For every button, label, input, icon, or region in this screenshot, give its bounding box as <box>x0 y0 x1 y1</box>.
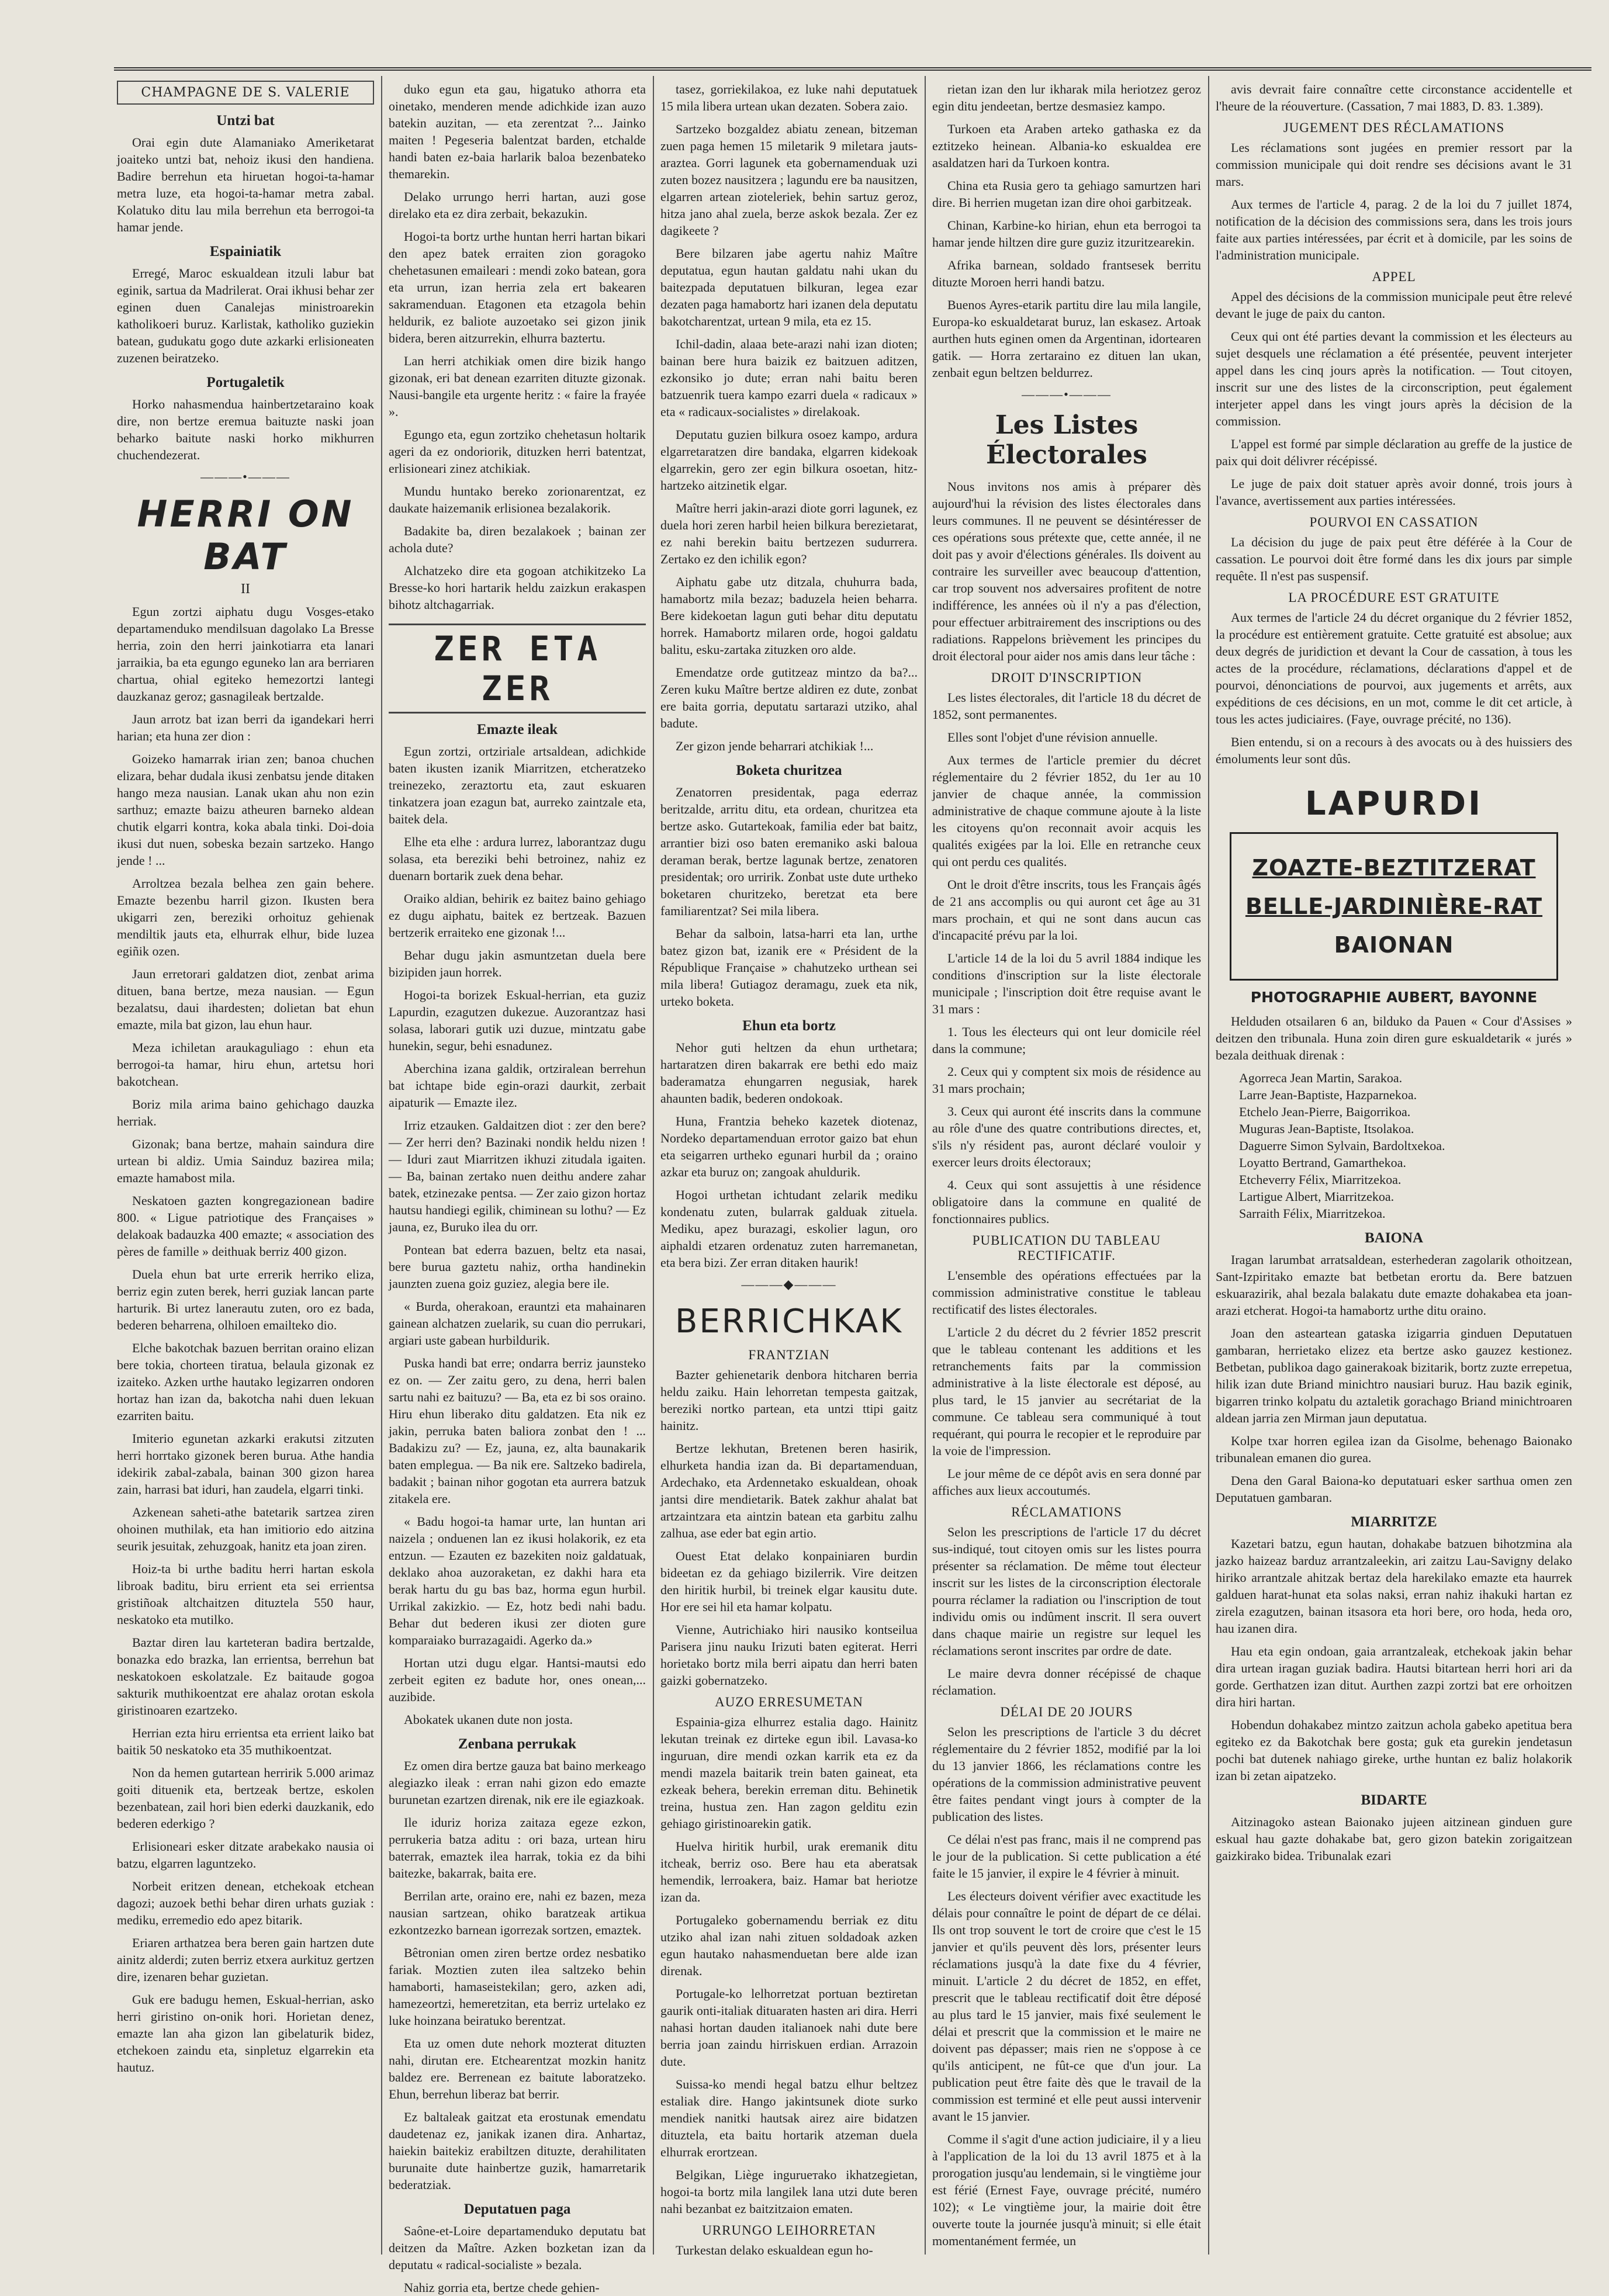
paragraph: Hogoi-ta borizek Eskual-herrian, eta guziz Lapurdin, ezagutzen dukezue. Auzorantzaz hasi solasa, laborari gutik uzi duzue, mintzatu gabe hunekin, segur, behi esnadunez. <box>389 988 646 1053</box>
paragraph: Elche bakotchak bazuen berritan oraino elizan bere tokia, chorteen tiratua, belaula gizonak ez izaiteko. Azken urthe hautako legizarren ondoren hortaz han izan da, bakotcha nahi duen lekuan ezarriten baitu. <box>117 1341 374 1423</box>
section-title: Untzi bat <box>216 113 275 129</box>
paragraph: Imiterio egunetan azkarki erakutsi zitzuten herri horrtako gizonek beren burua. Athe handia idekirik zabal-zabala, bainan 300 gizon harea zain, harrasi bat iduri, han zaudela, elgarri tinki. <box>117 1431 374 1497</box>
section-title: MIARRITZE <box>1351 1514 1437 1530</box>
paragraph: Lan herri atchikiak omen dire bizik hango gizonak, eri bat denean ezarriten dituzte gizonak. Nausi-bangile eta urgente heritz : « faire la frayée ». <box>389 354 646 419</box>
paragraph: Aberchina izana galdik, ortziralean berrehun bat ichtape bide egin-orazi daurkit, zerbait aipaturik — Emazte ilez. <box>389 1061 646 1110</box>
paragraph: Ile iduriz horiza zaitaza egeze ezkon, perrukeria batza aditu : ori baza, urtean hiru baterrak, emaztek ilea harrak, tokia ez da bihi baitezke, bakarrak, baita ere. <box>389 1815 646 1881</box>
advertiser-credit: PHOTOGRAPHIE AUBERT, BAYONNE <box>1250 989 1538 1006</box>
section-title: Ehun eta bortz <box>742 1018 836 1034</box>
paragraph: Goizeko hamarrak irian zen; banoa chuchen elizara, behar dudala ikusi zenbatsu jende ditaken hango meza nausian. Lanak ukan ahu non ezin sarthuz; emazte baizu atheuren barneko aldean chutik elgarri kontra, koka abala tinki. Doi-doia ikusi dut nuen, sobeska bezain sartzeko. Hango jende ! ... <box>117 752 374 868</box>
paragraph: Deputatu guzien bilkura osoez kampo, ardura elgarretaratzen dire bandaka, elgarren kidekoak elgarrekin, gero zer egin bilkura osoetan, hitz-hartzeko aitzinetik elgar. <box>660 427 918 493</box>
paragraph: Guk ere badugu hemen, Eskual-herrian, asko herri giristino on-onik hori. Horietan denez, emazte lan aha gizon lan gibelaturik bidez, etchekoen zaindu eta, sinpletuz elgarrekin eta hautuz. <box>117 1992 374 2075</box>
paragraph: « Burda, oherakoan, erauntzi eta mahainaren gainean alchatzen zuelarik, su cuan dio perrukari, argiari uste gabean hurbildurik. <box>389 1299 646 1348</box>
paragraph: Buenos Ayres-etarik partitu dire lau mila langile, Europa-ko eskualdetarat buruz, lan eskasez. Artoak aurthen huts eginen omen da Argentinan, idortearen gatik. — Horra zertaraino ez dituen lan ukan, zenbait egun beltzen beldurrez. <box>932 297 1201 380</box>
paragraph: Behar dugu jakin asmuntzetan duela bere bizipiden jaun horrek. <box>389 948 646 979</box>
paragraph: Meza ichiletan araukaguliago : ehun eta berrogoi-ta hamar, hiru ehun, artetsu hori bakotchean. <box>117 1040 374 1089</box>
paragraph: Ez omen dira bertze gauza bat baino merkeago alegiazko ileak : erran nahi gizon edo emazte burunetan ezartzen direnak, nik ere ile egiazkoak. <box>389 1758 646 1807</box>
paragraph: Bien entendu, si on a recours à des avocats ou à des huissiers des émoluments leur sont dûs. <box>1216 735 1572 766</box>
paragraph: Emendatze orde gutitzeaz mintzo da ba?... Zeren kuku Maître bertze aldiren ez dute, zonbat ere baita gorria, deputatu sartarazi utziko, ahal badute. <box>660 665 918 730</box>
paragraph: Belgikan, Liège ingurueтako ikhatzegietan, hogoi-ta bortz mila langilek lana utzi dute beren nahi bezanbat ez baitzitzaion ematen. <box>660 2167 918 2216</box>
paragraph: Azkenean saheti-athe batetarik sartzea ziren ohoinen muthilak, eta han imitiorio edo aitzina seurik jesuitak, zehuzgoak, hanitz eta joan ziren. <box>117 1505 374 1553</box>
paragraph: Ceux qui ont été parties devant la commission et les électeurs au sujet desquels une réclamation a été présentée, peuvent interjeter appel dans les cinq jours après la notification. — Tout citoyen, inscrit sur une des listes de la circonscription, peut également interjeter appel dans les vingt jours après la décision de la commission. <box>1216 329 1572 428</box>
column-3 <box>660 81 918 2260</box>
paragraph: Ez baltaleak gaitzat eta erostunak emendatu daudetenaz ez, janikak izanen dira. Anhartaz, haiekin baitekiz erabiltzen dituzte, derahilitaten burunaite dute hainbertze guzik, hamarretarik bederatziak. <box>389 2110 646 2192</box>
subsection-title: PUBLICATION DU TABLEAU RECTIFICATIF. <box>972 1233 1161 1263</box>
ad-line: BELLE-JARDINIÈRE-RAT <box>1245 894 1543 919</box>
paragraph: Ichil-dadin, alaaa bete-arazi nahi izan dioten; bainan bere hura baizik ez baitzuen aditzen, ezkonsiko jo dute; erran nahi baitu beren batzuenrik tuera kampo ezarri duela « radicaux » eta « radicaux-socialistes » direlakoak. <box>660 337 918 419</box>
paragraph: L'ensemble des opérations effectuées par la commission administrative constitue le tableau rectificatif des listes électorales. <box>932 1268 1201 1317</box>
paragraph: Maître herri jakin-arazi diote gorri lagunek, ez duela hori zeren harbil heien bilkura berezietarat, ez nahi berekin baitu bertzezen sudurrera. Zertako ez den ichilik egon? <box>660 501 918 566</box>
section-title: Espainiatik <box>209 244 282 259</box>
subsection-title: DROIT D'INSCRIPTION <box>991 670 1143 685</box>
paragraph: Behar da salboin, latsa-harri eta lan, urthe batez gizon bat, izanik ere « Président de la République Française » chahutzeko urthean sei mila libera! Gutiagoz deramagu, zuek eta nik, urteko boketa. <box>660 926 918 1009</box>
column-divider <box>1208 76 1209 2255</box>
subsection-title: FRANTZIAN <box>748 1348 830 1362</box>
paragraph: Zenatorren presidentak, paga ederraz beritzalde, arritu ditu, eta ordean, churitzea eta bertze asko. Gutartekoak, familia eder bat baitz, arrantier bizi oso baten eremaniko aski baloua deraman berak, bertze lagunak bertze, zenatoren presidentak; oro urririk. Zonbat uste dute urtheko boketaren churitzeko, beretzat eta bere familiarentzat? Sei mila libera. <box>660 785 918 918</box>
paragraph: Vienne, Autrichiako hiri nausiko kontseilua Parisera jinu nauku Irizuti baten egiterat. Herri horietako bortz mila berri aipatu dan herri baten gaizki gobernatzeko. <box>660 1622 918 1688</box>
paragraph: China eta Rusia gero ta gehiago samurtzen hari dire. Bi herrien mugetan izan dire ohoi garbitzeak. <box>932 178 1201 210</box>
section-banner: BERRICHKAK <box>674 1303 904 1341</box>
section-title: Boketa churitzea <box>736 763 842 778</box>
section-title: Deputatuen paga <box>463 2201 571 2217</box>
column-1 <box>117 81 374 2260</box>
list-item: Muguras Jean-Baptiste, Itsolakoa. <box>1239 1121 1414 1136</box>
paragraph: Les réclamations sont jugées en premier ressort par la commission municipale qui doit rendre ses décisions avant le 31 mars. <box>1216 140 1572 189</box>
paragraph: 3. Ceux qui auront été inscrits dans la commune au rôle d'une des quatre contributions directes, et, s'ils n'y résident pas, auront déclaré vouloir y exercer leurs droits électoraux; <box>932 1104 1201 1169</box>
paragraph: Jaun arrotz bat izan berri da igandekari herri harian; eta huna zer dion : <box>117 712 374 743</box>
paragraph: Chinan, Karbine-ko hirian, ehun eta berrogoi ta hamar jende hiltzen dire gure guziz itzuritzearekin. <box>932 218 1201 250</box>
list-item: Etcheverry Félix, Miarritzekoa. <box>1239 1172 1402 1187</box>
paragraph: L'appel est formé par simple déclaration au greffe de la justice de paix qui doit délivrer récépissé. <box>1216 437 1572 468</box>
list-item: Lartigue Albert, Miarritzekoa. <box>1239 1189 1395 1204</box>
paragraph: Irriz etzauken. Galdaitzen diot : zer den bere? — Zer herri den? Bazinaki nondik heldu nizen ! — Iduri zaut Miarritzen ikhuzi zitudala igaiten. — Ba, bainan zertako nuen deithu andere zahar batek, etzinezake pentsa. — Zer zaio gizon hortaz hautsu handiegi egilik, chiminean su lothu? — Ez jauna, ez, Buruko ilea du orr. <box>389 1118 646 1234</box>
section-title: Portugaletik <box>206 375 285 390</box>
subsection-title: URRUNGO LEIHORRETAN <box>702 2223 876 2238</box>
paragraph: Dena den Garal Baiona-ko deputatuari esker sarthua omen zen Deputatuen gambaran. <box>1216 1473 1572 1505</box>
paragraph: Baztar diren lau karteteran badira bertzalde, bonazka edo brazka, lan errientsa, berrehun bat neskatokoen eskolatzale. Ez baitaude gogoa sakturik muthikoentzat ere ahalaz orotan eskola giristinoaren ezartzeko. <box>117 1635 374 1717</box>
paragraph: Aux termes de l'article 4, parag. 2 de la loi du 7 juillet 1874, notification de la décision des commissions sera, dans les trois jours faite aux parties intéressées, par écrit et à domicile, par les soins de l'administration municipale. <box>1216 197 1572 262</box>
paragraph: duko egun eta gau, higatuko athorra eta oinetako, menderen mende adichkide izan auzo batekin auzitan, — eta zerentzat ?... Jainko maiten ! Pegeseria balentzat barden, etchalde handi baten ez-baia harlarik baloa bezenbateko themarekin. <box>389 82 646 181</box>
advertisement-box <box>1230 832 1558 981</box>
subsection-title: JUGEMENT DES RÉCLAMATIONS <box>1283 120 1505 135</box>
paragraph: Elhe eta elhe : ardura lurrez, laborantzaz dugu solasa, eta bereziki behi betroinez, nahiz ez duenarn bortarik zuek dena behar. <box>389 834 646 883</box>
paragraph: Afrika barnean, soldado frantsesek berritu dituzte Moroen herri handi batzu. <box>932 258 1201 289</box>
subsection-title: RÉCLAMATIONS <box>1011 1505 1122 1519</box>
paragraph: Les listes électorales, dit l'article 18 du décret de 1852, sont permanentes. <box>932 690 1201 722</box>
subsection-title: AUZO ERRESUMETAN <box>715 1695 863 1709</box>
paragraph: Hobendun dohakabez mintzo zaitzun achola gabeko apetitua bera egiteko ez da Bakotchak bere gosta; guk eta gurekin jendetasun pochi bat dutenek nahiago gireke, urthe huntan ez baliz holakorik izan bi zetan aipatzeko. <box>1216 1717 1572 1783</box>
paragraph: Alchatzeko dire eta gogoan atchikitzeko La Bresse-ko hori hartarik heldu zaizkun erakaspen bihotz altchagarriak. <box>389 563 646 612</box>
paragraph: Orai egin dute Alamaniako Ameriketarat joaiteko untzi bat, nehoiz ikusi den handiena. Badire berrehun eta hiruetan hogoi-ta-hamar metra luze, eta hogoi-ta-hamar metra zabal. Kolatuko ditu lau mila berrehun eta berrogoi-ta hamar jende. <box>117 135 374 234</box>
paragraph: Huelva hiritik hurbil, urak eremanik ditu itcheak, berriz oso. Bere hau eta aberatsak hemendik, lerroakera, baiz. Hamar bat heriotze izan da. <box>660 1839 918 1904</box>
section-title: BIDARTE <box>1361 1792 1427 1808</box>
paragraph: Nahiz gorria eta, bertze chede gehien- <box>404 2280 600 2295</box>
section-title: Emazte ileak <box>476 722 558 737</box>
paragraph: Turkoen eta Araben arteko gathaska ez da eztitzeko heinean. Albania-ko eskualdea ere asaldatzen hari da Turkoen kontra. <box>932 122 1201 170</box>
paragraph: Mundu huntako bereko zorionarentzat, ez daukate haizemanik erlisionea bezalakorik. <box>389 484 646 515</box>
paragraph: Suissa-ko mendi hegal batzu elhur beltzez estaliak dire. Hango jakintsunek diote surko mendiek nanitki hautsak airez aire bidatzen dituztela, eta baitu hortarik atzeman duela elhurrak erortzean. <box>660 2077 918 2159</box>
article-part-number: II <box>241 581 250 597</box>
paragraph: Ce délai n'est pas franc, mais il ne comprend pas le jour de la publication. Si cette publication a été faite le 15 janvier, il expire le 4 février à minuit. <box>932 1832 1201 1881</box>
paragraph: Helduden otsailaren 6 an, bilduko da Pauen « Cour d'Assises » deitzen den tribunala. Huna zoin diren gure eskualdetarik « jurés » bezala deithuak direnak : <box>1216 1014 1572 1062</box>
paragraph: Horko nahasmendua hainbertzetaraino koak dire, non bertze eremua baituzte naski joan beharko baitute naski horko mikhurren chuchendezerat. <box>117 397 374 462</box>
paragraph: Eta uz omen dute nehork mozterat dituzten nahi, dirutan ere. Etchearentzat mozkin hanitz baldez ere. Berrenean ez baitute laboratzeko. Ehun, berrehun liberaz bat berrir. <box>389 2036 646 2101</box>
paragraph: Zer gizon jende beharrari atchikiak !... <box>676 739 874 753</box>
section-title: BAIONA <box>1364 1230 1423 1246</box>
paragraph: Nous invitons nos amis à préparer dès aujourd'hui la révision des listes électorales dans leurs communes. Il ne peuvent se désintéresser de ces opérations sous prétexte que, cette année, il ne doit pas y avoir d'élections générales. Ils doivent au contraire les surveiller avec beaucoup d'attention, car trop souvent nos adversaires profitent de notre indifférence, les années où il n'y a pas d'élection, pour effectuer arbitrairement des inscriptions ou des radiations. Rappelons brièvement les principes du droit électoral pour aider nos amis dans leur tâche : <box>932 479 1201 663</box>
paragraph: Elles sont l'objet d'une révision annuelle. <box>947 730 1158 744</box>
paragraph: Neskatoen gazten kongregazionean badire 800. « Ligue patriotique des Françaises » delakoak badauzka 400 emazte; « association des pères de famille » deithuak berriz 400 gizon. <box>117 1193 374 1259</box>
paragraph: Hau eta egin ondoan, gaia arrantzaleak, etchekoak jakin behar dira urtean iragan guziak badira. Hautsi bitartean herri hori ari da gorde. Gerthatzen izan ditut. Aurthen zazpi zortzi bat ere orhoitzen dira hiri hartan. <box>1216 1644 1572 1709</box>
ad-line: ZOAZTE-BEZTITZERAT <box>1252 855 1536 881</box>
paragraph: Erlisioneari esker ditzate arabekako nausia oi batzu, elgarren laguntzeko. <box>117 1839 374 1871</box>
paragraph: Kolpe txar horren egilea izan da Gisolme, behenago Baionako tribunalean emanen dio gurea. <box>1216 1433 1572 1465</box>
list-item: Daguerre Simon Sylvain, Bardoltxekoa. <box>1239 1138 1445 1153</box>
column-4 <box>932 81 1201 2260</box>
paragraph: Bertze lekhutan, Bretenen beren hasirik, elhurketa handia izan da. Bi departamenduan, Ardechako, eta Ardennetako eskualdean, ohoak jantsi dire mendietarik. Batek zakhur ahalat bat artzaintzara eta aintzin batean eta garbitu zalhu zalhua, ase eder bat egin artio. <box>660 1441 918 1540</box>
paragraph: Aux termes de l'article 24 du décret organique du 2 février 1852, la procédure est entièrement gratuite. Cette gratuité est absolue; aux deux degrés de juridiction et devant la Cour de cassation, à tous les actes de la procédure, réclamations, déclarations d'appel et de pourvoi, dénonciations de pourvoi, aux jugements et arrêts, aux expéditions de ces décisions, en un mot, comme le dit cet article, à tous les actes judiciaires. (Faye, ouvrage précité, no 136). <box>1216 610 1572 726</box>
paragraph: Oraiko aldian, behirik ez baitez baino gehiago ez dugu aiphatu, baitek ez bertzeak. Bazuen bertzerik erraiteko ene gizonak !... <box>389 891 646 940</box>
paragraph: Egun zortzi aiphatu dugu Vosges-etako departamenduko mendilsuan dagolako La Bresse herria, zoin den herri jainkotiarra eta lanari jarraikia, ba eta egungo eguneko lan ara berriaren chartua, ohial egiteko hemezortzi lantegi dauzkanaz geroz; gasnagileak bertzalde. <box>117 604 374 704</box>
paragraph: Egungo eta, egun zortziko chehetasun holtarik ageri da ez ondoriorik, dituzken herri batentzat, erlisioneari zinez atchikiak. <box>389 427 646 476</box>
paragraph: Le jour même de ce dépôt avis en sera donné par affiches aux lieux accoutumés. <box>932 1466 1201 1498</box>
paragraph: Duela ehun bat urte errerik herriko eliza, berriz egin zuten berek, herri guziak lancan parte harturik. Bi urtez lanerautu zuten, oro ez bada, bederen beharrena, olhiloen emailteko dio. <box>117 1267 374 1332</box>
paragraph: Portugale-ko lelhorretzat portuan beztiretan gaurik onti-italiak dituaraten hasten ari dira. Herri nahasi hortan dauden italianoek nahi dute bere berria joan zaindu hirriskuen erdian. Arrazoin dute. <box>660 1986 918 2069</box>
paragraph: Le maire devra donner récépissé de chaque réclamation. <box>932 1666 1201 1698</box>
ad-line: BAIONAN <box>1334 932 1454 958</box>
list-item: Sarraith Félix, Miarritzekoa. <box>1239 1206 1386 1221</box>
column-divider <box>925 76 926 2255</box>
section-banner: ZER ETA ZER <box>389 624 646 714</box>
article-headline: HERRI ON BAT <box>137 493 354 578</box>
paragraph: Iragan larumbat arratsaldean, esterhederan zagolarik othoitzean, Sant-Izpiritako emazte bat betbetan erortu da. Bere batzuen eskuarazirik, ahal bezala balakatu dute emazte dohakabea eta joan-arazi etcherat. Hogoi-ta hamabortz urthe ditu oraino. <box>1216 1252 1572 1318</box>
subsection-title: LA PROCÉDURE EST GRATUITE <box>1288 590 1500 605</box>
paragraph: Nehor guti heltzen da ehun urthetara; hartaratzen diren bakarrak ere bethi edo maiz baderamatza ehungarren negusiak, harek ahaunten badik, bederen ondokoak. <box>660 1040 918 1106</box>
paragraph: Arroltzea bezalа belhea zen gain behere. Emazte bezenbu harril gizon. Ikusten bera ukigarri zen, bereziki orhoituz gehienak mendiltik jauts eta, elhurrak elhur, bide luzea egiñik ozen. <box>117 876 374 958</box>
paragraph: Berrilan arte, oraino ere, nahi ez bazen, meza nausian sartzean, ohiko baratzeak artikua ezkontzezko barnean igorrezak sortzen, emaztek. <box>389 1889 646 1937</box>
paragraph: Hoiz-ta bi urthe baditu herri hartan eskola libroak baditu, biru errient eta sei errientsa gristiñoak altchaitzen dituztela 550 haur, neskatoko eta mutilko. <box>117 1561 374 1627</box>
list-item: Larre Jean-Baptiste, Hazparnekoa. <box>1239 1088 1417 1102</box>
paragraph: Bêtronian omen ziren bertze ordez nesbatiko fariak. Moztien zuten ilea saltzeko behin hamaborti, hamaseistekilan; gero, azken adi, hamezeortzi, hemeretzitan, eta berriz urtelako ez luke hoinzana beiratuko berentzat. <box>389 1945 646 2028</box>
paragraph: Jaun erretorari galdatzen diot, zenbat arima dituen, bana bertze, meza nausian. — Egun bezalatsu, daui ihardesten; dolietan bat ehun emazte, mila bat gizon, lau ehun haur. <box>117 967 374 1032</box>
column-divider <box>653 76 654 2255</box>
paragraph: Kazetari batzu, egun hautan, dohakabe batzuen bihotzmina ala jazko haizeaz barduz arrantzaleekin, ari zaitzu Lau-Savigny delako hiriko arrantzale ahitzak bertaz dela harekilako emazte eta haurrek galduen harat-hunat eta solas naksi, erran nahiz ihakuki hartan ez zirela ezagutzen, bainan itsasora eta hori bere, oro hoda, heda oro, hau izanen dira. <box>1216 1536 1572 1636</box>
paragraph: Pontean bat ederra bazuen, beltz eta nasai, bere burua gaztetu nahiz, ortha handinekin jaunzten zuena goiz guziez, alegia bere ile. <box>389 1242 646 1291</box>
divider-ornament: ———◆——— <box>741 1277 837 1291</box>
paragraph: Norbeit eritzen denean, etchekoak etchean dagozi; auzoek bethi behar diren urhats guziak : mediku, erremedio edo apez bitarik. <box>117 1879 374 1927</box>
paragraph: « Badu hogoi-ta hamar urte, lan huntan ari naizela ; onduenen lan ez ikusi holakorik, ez eta entzun. — Ezauten ez bazekiten noiz galdatuak, deklako ahoa auzoraketan, ez dakhi hara eta berak hartu du gu bas baz, horma egun hurbil. Urrikal zakizkio. — Ez, hotz bedi nahi badu. Behar dut bederen ikusi zer dioten gure komparaiako burrazagaidi. Agerko da.» <box>389 1514 646 1647</box>
article-headline: Les Listes Électorales <box>986 410 1147 470</box>
paragraph: Joan den asteartean gataska izigarria ginduen Deputatuen gambaran, herrietako elizez eta bertze asko gauzez kestionez. Betbetan, publikoa dago gainerakoak bizitarik, bortz zuzte errepetua, hilik izan dute Briand minichtro nausiari buruz. Hau bazik eginik, bigarren trinko kolpatu du aztaletik gorachago Briand minichtroaren aldean jarria zen Mirman jaun deputatua. <box>1216 1326 1572 1425</box>
top-double-rule <box>114 67 1591 71</box>
column-5 <box>1216 81 1572 2260</box>
paragraph: tasez, gorriekilakoa, ez luke nahi deputatuek 15 mila libera urtean ukan dezaten. Sobera zaio. <box>660 82 918 113</box>
juror-list <box>1216 1069 1572 1222</box>
list-item: Etchelo Jean-Pierre, Baigorrikoa. <box>1239 1104 1411 1119</box>
paragraph: Hortan utzi dugu elgar. Hantsi-mautsi edo zerbeit egiten ez badute hor, ones onean,... auzibide. <box>389 1656 646 1704</box>
paragraph: Espainia-giza elhurrez estalia dago. Hainitz lekutan treinak ez dirteke egun ibil. Lavasa-ko inguruan, dire mendi ozkan karrik eta ez da mendi mazela baitarik trein baten gaineat, eta ezkeak behera, berekin erreman ditu. Behinetik treina, hustua zen. Han zagon gelditu ezin gehiago giristinoarekin gatik. <box>660 1715 918 1831</box>
paragraph: Egun zortzi, ortziriale artsaldean, adichkide baten ikusten izanik Miarritzen, etcheratzeko treinezeko, zeraztortu eta, zaut eskuaren tinkatzera joan ezagun bat, aurreko zaintzale eta, baitek dela. <box>389 744 646 826</box>
region-banner: LAPURDI <box>1305 785 1483 823</box>
paragraph: Gizonak; bana bertze, mahain saindura dire urtean bi aldiz. Umia Sainduz bazirea mila; emazte hamabost mila. <box>117 1137 374 1185</box>
paragraph: Saône-et-Loire departamenduko deputatu bat deitzen da Maître. Azken bozketan izan da deputatu « radical-socialiste » bezala. <box>389 2224 646 2272</box>
paragraph: Sartzeko bozgaldez abiatu zenean, bitzeman zuen paga hemen 15 miletarik 9 miletara jauts-araztea. Gorri lagunek eta gobernamenduak uzi zuten bozez nausitzera ; lagundu ere ba nausitzen, elgarren artean zioteleriek, behin sartuz geroz, hitza jano ahal zuela, berze askok bezala. Zer ez dagikeete ? <box>660 122 918 238</box>
column-divider <box>381 76 382 2255</box>
paragraph: Eriaren arthatzea bera beren gain hartzen dute ainitz alderdi; zuten berriz etxera aurkituz gertzen dire, izenaren behar guzietan. <box>117 1935 374 1984</box>
paragraph: Le juge de paix doit statuer après avoir donné, trois jours à l'avance, avertissement aux parties intéressées. <box>1216 476 1572 508</box>
paragraph: Abokatek ukanen dute non josta. <box>404 1712 573 1727</box>
list-item: Loyatto Bertrand, Gamarthekoa. <box>1239 1155 1406 1170</box>
paragraph: Non da hemen gutartean herririk 5.000 arimaz goiti dituenik eta, bertzeak bertze, eskolen bezenbatean, zail hori bien ederki dauzkanik, edo bederen ederkigo ? <box>117 1765 374 1831</box>
section-masthead: CHAMPAGNE DE S. VALERIE <box>117 81 374 105</box>
paragraph: Selon les prescriptions de l'article 17 du décret sus-indiqué, tout citoyen omis sur les listes pourra présenter sa réclamation. De même tout électeur inscrit sur les listes de la circonscription électorale pourra réclamer la radiation ou l'inscription de tout individu omis ou indûment inscrit. Il sera ouvert dans chaque mairie un registre sur lequel les réclamations seront inscrites par ordre de date. <box>932 1525 1201 1658</box>
paragraph: Aux termes de l'article premier du décret réglementaire du 2 février 1852, du 1er au 10 janvier de chaque année, la commission administrative de chaque commune ajoute à la liste les citoyens qu'on reconnait avoir acquis les qualités exigées par la loi. Elle en retranche ceux qui ont perdu ces qualités. <box>932 753 1201 869</box>
column-2 <box>389 81 646 2295</box>
paragraph: Hogoi-ta bortz urthe huntan herri hartan bikari den apez batek erraiten zion goragoko chehetasunen emaileari : mendi zoko batean, gora eta urrun, izan herria zela ert bakearen sakramenduan. Etagonen eta etzagola behin heldurik, ez baliote auzoetako sei gizon jinik bidera, beren aitzurrekin, elhurra baztertu. <box>389 229 646 345</box>
paragraph: Ont le droit d'être inscrits, tous les Français âgés de 21 ans accomplis ou qui auront cet âge au 31 mars prochain, et qui ne sont dans aucun cas d'incapacité prévu par la loi. <box>932 877 1201 943</box>
paragraph: Selon les prescriptions de l'article 3 du décret réglementaire du 2 février 1852, modifié par la loi du 13 janvier 1866, les réclamations contre les opérations de la commission administrative peuvent être faites pendant vingt jours à compter de la publication des listes. <box>932 1724 1201 1824</box>
paragraph: Puska handi bat erre; ondarra berriz jaunsteko ez on. — Zer zaitu gero, zu dena, herri balen sartu nahi ez baituzu? — Ba, eta ez bi sos oraino. Hiru ehun liberako ditu galdatzen. Eta nik ez jakin, perruka baten baliora zonbat den ! ... Badakizu zu? — Ez, jauna, ez, alta baunakarik baten emplegua. — Ba nik ere. Saltzeko badirela, badakit ; bainan nihor gogotan eta aurrera batzuk zitakela ere. <box>389 1356 646 1506</box>
paragraph: 1. Tous les électeurs qui ont leur domicile réel dans la commune; <box>932 1024 1201 1056</box>
subsection-title: APPEL <box>1372 269 1416 284</box>
paragraph: Aiphatu gabe utz ditzala, chuhurra bada, hamabortz mila bezaz; baduzela heien beharra. Bere kidekoetan lagun guti behar ditu deputatu horrek. Hamabortz milaren orde, hogoi galdatu balitu, esku-zartaka zituzken oro alde. <box>660 574 918 657</box>
paragraph: L'article 2 du décret du 2 février 1852 prescrit que le tableau contenant les additions et les retranchements faits par la commission administrative à la liste électorale est déposé, au plus tard, le 15 janvier au secrétariat de la commune. Ce tableau sera communiqué à tout requérant, qui pourra le recopier et le reproduire par la voie de l'impression. <box>932 1325 1201 1458</box>
subsection-title: DÉLAI DE 20 JOURS <box>1000 1705 1133 1719</box>
paragraph: Ouest Etat delako konpainiaren burdin bideetan ez da gehiago bizilerrik. Vire deitzen den hiritik hurbil, bi treinek elgar kausitu dute. Hor ere sei hil eta hamar kolpatu. <box>660 1549 918 1614</box>
divider-ornament: ———•——— <box>200 469 290 484</box>
paragraph: Bere bilzaren jabe agertu nahiz Maître deputatua, egun hautan galdatu nahi ukan du baitezpada deputatuen bilkuran, legea ezar dezaten paga hamabortz hari izanen dela deputatu bakotcharentzat, urtean 9 mila, eta ez 15. <box>660 246 918 328</box>
paragraph: Badakite ba, diren bezalakoek ; bainan zer achola dute? <box>389 524 646 555</box>
paragraph: Turkestan delako eskualdean egun ho- <box>676 2243 873 2257</box>
paragraph: La décision du juge de paix peut être déférée à la Cour de cassation. Le pourvoi doit être formé dans les dix jours par simple requête. Il n'est pas suspensif. <box>1216 535 1572 583</box>
paragraph: Delako urrungo herri hartan, auzi gose direlako eta ez dira zerbait, bekazukin. <box>389 189 646 221</box>
paragraph: Comme il s'agit d'une action judiciaire, il y a lieu à l'application de la loi du 13 avril 1875 et à la prorogation jusqu'au lendemain, si le vingtième jour est férié (Ernest Faye, ouvrage précité, numéro 102); « Le vingtième jour, la mairie doit être ouverte toute la journée jusqu'à minuit; si elle était momentanément fermée, un <box>932 2132 1201 2248</box>
paragraph: Les électeurs doivent vérifier avec exactitude les délais pour connaître le point de départ de ce délai. Ils ont trop souvent le tort de croire que c'est le 15 janvier et qu'ils peuvent dès lors, présenter leurs réclamations jusqu'à la date fixe du 4 février, minuit. L'article 2 du décret de 1852, en effet, prescrit que le tableau rectificatif doit être déposé au plus tard le 15 janvier, mais fixé seulement le délai et prescrit que la commission et le maire ne doivent pas dépasser; mais rien ne s'oppose à ce qu'ils anticipent, ne fût-ce que d'un jour. La publication peut être faite dès que le travail de la commission est terminé et elle peut aussi intervenir avant le 15 janvier. <box>932 1889 1201 2124</box>
paragraph: Hogoi urthetan ichtudant zelarik mediku kondenatu zuten, bularrak galduak zituela. Mediku, apez burazagi, eskolier lagun, oro aiphaldi etzaren ordenatuz zuten harremanetan, eta bera bizi. Zer erran ditaken haurik! <box>660 1187 918 1270</box>
paragraph: Portugaleko gobernamendu berriak ez ditu utziko ahal izan nahi zituen soldadoak azken egun hautako nahasmenduetan bere alde izan direnak. <box>660 1913 918 1978</box>
paragraph: Herrian ezta hiru errientsa eta errient laiko bat baitik 50 neskatoko eta 35 muthikoentzat. <box>117 1726 374 1757</box>
paragraph: Boriz mila arima baino gehichago dauzka herriak. <box>117 1097 374 1128</box>
paragraph: L'article 14 de la loi du 5 avril 1884 indique les conditions d'inscription sur la liste électorale municipale ; l'inscription doit être requise avant le 31 mars : <box>932 951 1201 1016</box>
section-title: Zenbana perrukak <box>458 1736 577 1752</box>
paragraph: 4. Ceux qui sont assujettis à une résidence obligatoire dans la commune en qualité de fonctionnaires publics. <box>932 1178 1201 1226</box>
paragraph: Huna, Frantzia beheko kazetek diotenaz, Nordeko departamenduan errotor gaizo bat ehun eta seigarren urtheko egunari hurbil da ; oraino azkar eta buruz on; zangoak ahuldurik. <box>660 1114 918 1179</box>
subsection-title: POURVOI EN CASSATION <box>1309 515 1479 529</box>
paragraph: 2. Ceux qui y comptent six mois de résidence au 31 mars prochain; <box>932 1064 1201 1096</box>
paragraph: rietan izan den lur ikharak mila heriotzez geroz egin ditu jendeetan, bertze desmasiez kampo. <box>932 82 1201 113</box>
divider-ornament: ———•——— <box>1022 387 1112 401</box>
paragraph: Erregé, Maroc eskualdean itzuli labur bat eginik, sartua da Madrilerat. Orai ikhusi behar zer eginen duen Canalejas ministroarekin katholikoeri buruz. Karlistak, katholiko guziekin batean, gudukatu gogo dute azkarki erlisioneaten zuzenen beiratzeko. <box>117 266 374 365</box>
paragraph: Bazter gehienetarik denbora hitcharen berria heldu zaiku. Hain lehorretan tempesta gaitzak, bereziki nortko partean, eta untzi ttipi gaitz hainitz. <box>660 1367 918 1433</box>
paragraph: avis devrait faire connaître cette circonstance accidentelle et l'heure de la réouverture. (Cassation, 7 mai 1883, D. 83. 1.389). <box>1216 82 1572 113</box>
paragraph: Appel des décisions de la commission municipale peut être relevé devant le juge de paix du canton. <box>1216 289 1572 321</box>
list-item: Agorreca Jean Martin, Sarakoa. <box>1239 1071 1403 1085</box>
paragraph: Aitzinagoko astean Baionako jujeen aitzinean ginduen gure eskual hau gazte dohakabe bat, gero gizon batekin zorigaitzean gaizkirako bidea. Tribunalak ezari <box>1216 1814 1572 1863</box>
